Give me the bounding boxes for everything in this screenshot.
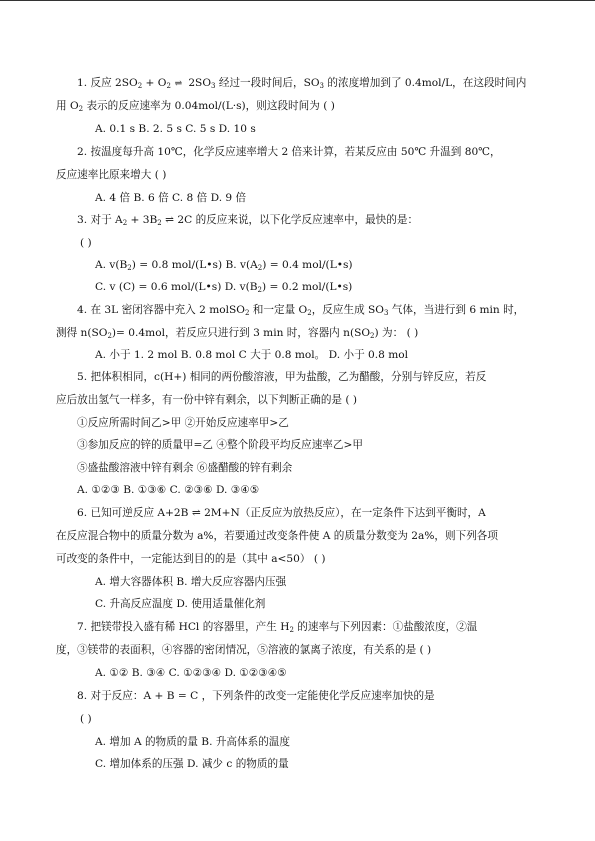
subscript: 3	[319, 82, 325, 90]
text-run: 在反应混合物中的质量分数为 a%，若要通过改变条件使 A 的质量分数变为 2a%，则下列各项	[56, 530, 498, 542]
question-1-line-1	[77, 76, 526, 91]
text-run: 度，③镁带的表面积，④容器的密闭情况，⑤溶液的氯离子浓度，有关系的是 ( )	[56, 644, 432, 656]
text-run: 可改变的条件中，一定能达到目的的是（其中 a<50） ( )	[56, 553, 326, 565]
question-7-line-3	[95, 666, 287, 680]
question-8-line-4	[95, 757, 289, 771]
subscript: 2	[122, 219, 128, 227]
subscript: 2	[157, 219, 162, 227]
question-5-line-1	[77, 370, 486, 384]
text-run: 6. 已知可逆反应 A+2B ⇌ 2M+N（正反应为放热反应），在一定条件下达到平衡时，A	[77, 507, 486, 519]
text-run: A. 增大容器体积 B. 增大反应容器内压强	[95, 576, 287, 588]
question-6-line-4	[95, 575, 286, 589]
question-7-line-1	[77, 620, 477, 634]
subscript: 2	[107, 332, 112, 340]
text-run: A. 小于 1. 2 mol B. 0.8 mol C 大于 0.8 mol。 D. 小于 0.8 mol	[95, 349, 409, 361]
text-run: ) = 0.4 mol/(L•s)	[262, 259, 353, 271]
text-run: 4. 在 3L 密闭容器中充入 2 molSO	[77, 304, 245, 316]
text-run: ⇌ 2C 的反应来说，以下化学反应速率中，最快的是：	[161, 214, 419, 226]
subscript: 2	[257, 264, 263, 272]
question-8-line-3	[95, 735, 290, 749]
question-2-line-2	[56, 168, 166, 182]
text-run: 的浓度增加到了 0.4mol/L，在这段时间内	[324, 77, 527, 89]
text-run: A. ①② B. ③④ C. ①②③④ D. ①②③④⑤	[95, 667, 287, 679]
text-run: + 3B	[127, 214, 158, 226]
question-7-line-2	[56, 643, 431, 657]
question-5-line-3	[77, 416, 289, 430]
text-run: 表示的反应速率为 0.04mol/(L·s)，则这段时间为 ( )	[83, 100, 335, 112]
text-run: 应后放出氢气一样多，有一份中锌有剩余，以下判断正确的是 ( )	[56, 394, 358, 406]
question-5-line-2	[56, 393, 357, 407]
text-run: ⑤盛盐酸溶液中锌有剩余 ⑥盛醋酸的锌有剩余	[77, 462, 293, 474]
question-4-line-1	[77, 303, 524, 317]
question-4-line-2	[56, 326, 418, 340]
text-run: 8. 对于反应：A + B = C ，下列条件的改变一定能使化学反应速率加快的是	[77, 690, 435, 702]
equilibrium-arrow: ⇌	[174, 79, 182, 89]
question-8-line-1	[77, 689, 435, 703]
question-3-line-3	[95, 258, 353, 272]
subscript: 2	[78, 105, 84, 113]
question-3-line-1	[77, 213, 418, 227]
subscript: 3	[211, 82, 216, 90]
question-5-line-6	[77, 483, 259, 497]
subscript: 2	[370, 332, 375, 340]
text-run: )= 0.4mol，若反应只进行到 3 min 时，容器内 n(SO	[111, 327, 371, 339]
question-6-line-5	[95, 597, 265, 611]
text-run: 3. 对于 A	[77, 214, 123, 226]
text-run: 2SO	[184, 77, 212, 89]
question-6-line-1	[77, 506, 486, 520]
question-2-line-1	[77, 145, 501, 159]
text-run: 反应速率比原来增大 ( )	[56, 169, 167, 181]
text-run: 经过一段时间后，SO	[215, 77, 320, 89]
text-run: ①反应所需时间乙>甲 ②开始反应速率甲>乙	[77, 417, 289, 429]
text-run: ③参加反应的锌的质量甲=乙 ④整个阶段平均反应速率乙>甲	[77, 439, 363, 451]
text-run: 1. 反应 2SO	[77, 77, 138, 89]
text-run: A. ①②③ B. ①③⑥ C. ②③⑥ D. ③④⑤	[77, 484, 260, 496]
text-run: ，反应生成 SO	[311, 304, 384, 316]
text-run: + O	[142, 77, 167, 89]
subscript: 2	[289, 626, 294, 634]
text-run: 5. 把体积相同，c(H+) 相同的两份酸溶液，甲为盐酸，乙为醋酸，分别与锌反应，若反	[77, 371, 487, 383]
subscript: 2	[127, 264, 132, 272]
text-run: ( )	[80, 237, 92, 249]
question-4-line-3	[95, 348, 408, 362]
subscript: 2	[166, 82, 171, 90]
text-run: 测得 n(SO	[56, 327, 108, 339]
subscript: 3	[383, 309, 389, 317]
question-1-line-3	[95, 122, 256, 136]
text-run: 的速率与下列因素：①盐酸浓度，②温	[293, 621, 478, 633]
text-run: A. 增加 A 的物质的量 B. 升高体系的温度	[95, 736, 290, 748]
text-run: 用 O	[56, 100, 79, 112]
text-run: 2. 按温度每升高 10℃，化学反应速率增大 2 倍来计算，若某反应由 50℃ 升温到 80℃，	[77, 146, 501, 158]
text-run: A. v(B	[95, 259, 128, 271]
question-2-line-3	[95, 191, 246, 205]
text-run: 和一定量 O	[249, 304, 308, 316]
text-run: C. 增加体系的压强 D. 减少 c 的物质的量	[95, 758, 289, 770]
subscript: 2	[244, 309, 250, 317]
text-run: A. 0.1 s B. 2. 5 s C. 5 s D. 10 s	[95, 123, 256, 135]
question-3-line-4	[95, 280, 352, 294]
text-run: 7. 把镁带投入盛有稀 HCl 的容器里，产生 H	[77, 621, 290, 633]
text-run: 气体，当进行到 6 min 时，	[388, 304, 525, 316]
text-run: ( )	[80, 713, 92, 725]
text-run: A. 4 倍 B. 6 倍 C. 8 倍 D. 9 倍	[95, 192, 247, 204]
subscript: 2	[257, 286, 262, 294]
text-run: ) 为： ( )	[374, 327, 419, 339]
text-run: C. v (C) = 0.6 mol/(L•s) D. v(B	[95, 281, 258, 293]
subscript: 2	[137, 82, 143, 90]
text-run: ) = 0.8 mol/(L•s) B. v(A	[131, 259, 258, 271]
text-run: ) = 0.2 mol/(L•s)	[261, 281, 353, 293]
question-5-line-5	[77, 461, 292, 475]
question-5-line-4	[77, 438, 363, 452]
question-3-line-2	[80, 236, 92, 250]
question-6-line-3	[56, 552, 326, 566]
subscript: 2	[307, 309, 312, 317]
question-6-line-2	[56, 529, 498, 543]
text-run: C. 升高反应温度 D. 使用适量催化剂	[95, 598, 266, 610]
question-1-line-2	[56, 99, 335, 113]
question-8-line-2	[80, 712, 92, 726]
page-top-rule	[0, 0, 595, 1]
